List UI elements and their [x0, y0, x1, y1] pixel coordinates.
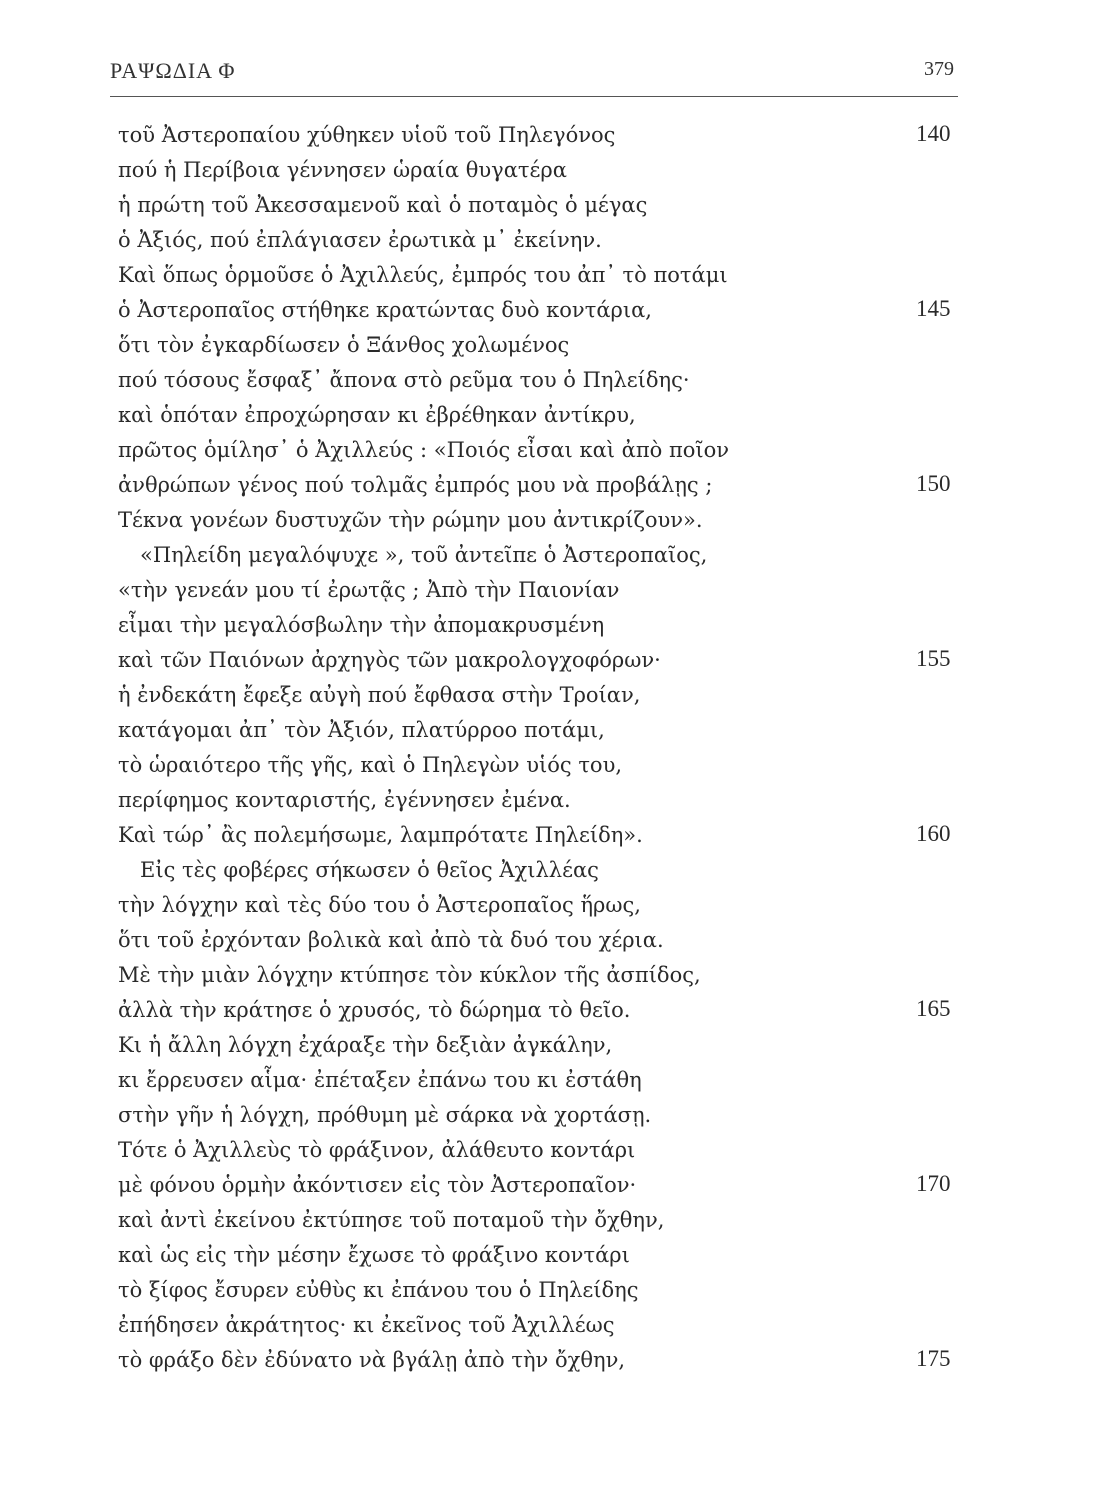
verse-text: Κι ἡ ἄλλη λόγχη ἐχάραξε τὴν δεξιὰν ἀγκάλην, [118, 1033, 613, 1057]
verse-line [118, 328, 978, 363]
line-number: 150 [916, 471, 951, 496]
verse-text: ὅτι τοῦ ἐρχόνταν βολικὰ καὶ ἀπὸ τὰ δυό του χέρια. [118, 928, 664, 952]
verse-text: καὶ τῶν Παιόνων ἀρχηγὸς τῶν μακρολογχοφόρων· [118, 648, 661, 672]
verse-text: κι ἔρρευσεν αἷμα· ἐπέταξεν ἐπάνω του κι ἐστάθη [118, 1068, 642, 1092]
verse-line [118, 398, 978, 433]
verse-line [118, 958, 978, 993]
verse-text: ὅτι τὸν ἐγκαρδίωσεν ὁ Ξάνθος χολωμένος [118, 333, 570, 357]
verse-text: πρῶτος ὁμίλησ᾽ ὁ Ἀχιλλεύς : «Ποιός εἶσαι καὶ ἀπὸ ποῖον [118, 438, 730, 462]
verse-line [118, 923, 978, 958]
verse-line [118, 363, 978, 398]
verse-text: καὶ ὁπόταν ἐπροχώρησαν κι ἐβρέθηκαν ἀντίκρυ, [118, 403, 636, 427]
verse-line [118, 853, 978, 888]
verse-text: Καὶ τώρ᾽ ἂς πολεμήσωμε, λαμπρότατε Πηλείδη». [118, 823, 643, 847]
page-number: 379 [924, 58, 954, 80]
header-rule [110, 96, 958, 97]
verse-line [118, 888, 978, 923]
verse-text: ἡ πρώτη τοῦ Ἀκεσσαμενοῦ καὶ ὁ ποταμὸς ὁ μέγας [118, 193, 648, 217]
rhapsody-title: ΡΑΨΩΔΙΑ Φ [110, 58, 236, 83]
line-number: 145 [916, 296, 951, 321]
verse-text: Μὲ τὴν μιὰν λόγχην κτύπησε τὸν κύκλον τῆς ἀσπίδος, [118, 963, 701, 987]
verse-text: κατάγομαι ἀπ᾽ τὸν Ἀξιόν, πλατύρροο ποτάμι, [118, 718, 605, 742]
verse-text: ἡ ἐνδεκάτη ἔφεξε αὐγὴ πού ἔφθασα στὴν Τροίαν, [118, 683, 641, 707]
verse-line [118, 223, 978, 258]
verse-line [118, 1238, 978, 1273]
verse-line [118, 1098, 978, 1133]
verse-line [118, 1133, 978, 1168]
verse-line [118, 1028, 978, 1063]
verse-line [118, 153, 978, 188]
verse-text: Τέκνα γονέων δυστυχῶν τὴν ρώμην μου ἀντικρίζουν». [118, 508, 703, 532]
verse-text: Καὶ ὅπως ὁρμοῦσε ὁ Ἀχιλλεύς, ἐμπρός του ἀπ᾽ τὸ ποτάμι [118, 263, 728, 287]
verse-text: τὸ φράξο δὲν ἐδύνατο νὰ βγάλῃ ἀπὸ τὴν ὄχθην, [118, 1348, 626, 1372]
verse-text: ἀλλὰ τὴν κράτησε ὁ χρυσός, τὸ δώρημα τὸ θεῖο. [118, 998, 631, 1022]
line-number: 175 [916, 1346, 951, 1371]
verse-text: «τὴν γενεάν μου τί ἐρωτᾷς ; Ἀπὸ τὴν Παιονίαν [118, 578, 620, 602]
verse-text: μὲ φόνου ὁρμὴν ἀκόντισεν εἰς τὸν Ἀστεροπαῖον· [118, 1173, 637, 1197]
verse-line [118, 608, 978, 643]
verse-line [118, 538, 978, 573]
verse-line [118, 643, 978, 678]
verse-text: τὸ ὡραιότερο τῆς γῆς, καὶ ὁ Πηλεγὼν υἱός του, [118, 753, 623, 777]
verse-text: ὁ Ἀστεροπαῖος στήθηκε κρατώντας δυὸ κοντάρια, [118, 298, 652, 322]
verse-text: ἐπήδησεν ἀκράτητος· κι ἐκεῖνος τοῦ Ἀχιλλέως [118, 1313, 615, 1337]
verse-text: πού τόσους ἔσφαξ᾽ ἄπονα στὸ ρεῦμα του ὁ Πηλείδης· [118, 368, 690, 392]
verse-line [118, 1168, 978, 1203]
verse-line [118, 188, 978, 223]
verse-block [118, 118, 978, 1378]
verse-line [118, 678, 978, 713]
verse-text: «Πηλείδη μεγαλόψυχε », τοῦ ἀντεῖπε ὁ Ἀστεροπαῖος, [140, 543, 708, 567]
verse-text: τὴν λόγχην καὶ τὲς δύο του ὁ Ἀστεροπαῖος ἥρως, [118, 893, 641, 917]
verse-line [118, 713, 978, 748]
verse-line [118, 1308, 978, 1343]
verse-line [118, 1063, 978, 1098]
line-number: 165 [916, 996, 951, 1021]
verse-line [118, 293, 978, 328]
running-head [110, 58, 960, 92]
verse-line [118, 748, 978, 783]
verse-line [118, 993, 978, 1028]
verse-text: καὶ ὡς εἰς τὴν μέσην ἔχωσε τὸ φράξινο κοντάρι [118, 1243, 630, 1267]
verse-text: καὶ ἀντὶ ἐκείνου ἐκτύπησε τοῦ ποταμοῦ τὴν ὄχθην, [118, 1208, 665, 1232]
verse-line [118, 818, 978, 853]
verse-text: περίφημος κονταριστής, ἐγέννησεν ἐμένα. [118, 788, 571, 812]
line-number: 170 [916, 1171, 951, 1196]
verse-line [118, 468, 978, 503]
verse-line [118, 503, 978, 538]
verse-text: ὁ Ἀξιός, πού ἐπλάγιασεν ἐρωτικὰ μ᾽ ἐκείνην. [118, 228, 602, 252]
verse-text: τὸ ξίφος ἔσυρεν εὐθὺς κι ἐπάνου του ὁ Πηλείδης [118, 1278, 639, 1302]
verse-line [118, 573, 978, 608]
verse-line [118, 1203, 978, 1238]
verse-text: εἶμαι τὴν μεγαλόσβωλην τὴν ἀπομακρυσμένη [118, 613, 605, 637]
verse-line [118, 258, 978, 293]
verse-line [118, 118, 978, 153]
verse-text: Εἰς τὲς φοβέρες σήκωσεν ὁ θεῖος Ἀχιλλέας [140, 858, 599, 882]
line-number: 140 [916, 121, 951, 146]
verse-line [118, 1343, 978, 1378]
verse-text: πού ἡ Περίβοια γέννησεν ὡραία θυγατέρα [118, 158, 567, 182]
verse-line [118, 433, 978, 468]
verse-line [118, 1273, 978, 1308]
verse-line [118, 783, 978, 818]
line-number: 160 [916, 821, 951, 846]
verse-text: στὴν γῆν ἡ λόγχη, πρόθυμη μὲ σάρκα νὰ χορτάσῃ. [118, 1103, 652, 1127]
verse-text: Τότε ὁ Ἀχιλλεὺς τὸ φράξινον, ἀλάθευτο κοντάρι [118, 1138, 636, 1162]
verse-text: τοῦ Ἀστεροπαίου χύθηκεν υἱοῦ τοῦ Πηλεγόνος [118, 123, 616, 147]
line-number: 155 [916, 646, 951, 671]
verse-text: ἀνθρώπων γένος πού τολμᾶς ἐμπρός μου νὰ προβάλῃς ; [118, 473, 713, 497]
